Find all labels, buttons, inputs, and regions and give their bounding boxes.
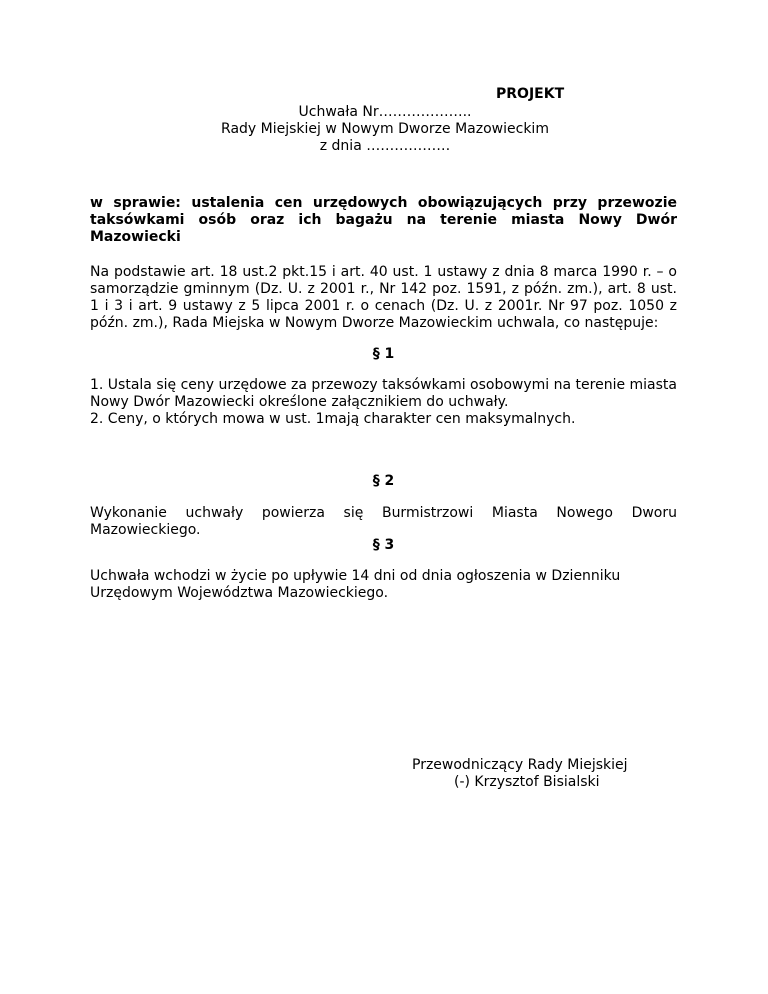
legal-basis-preamble: Na podstawie art. 18 ust.2 pkt.15 i art. 40 ust. 1 ustawy z dnia 8 marca 1990 r. – o samorządzie gminnym (Dz. U. z 2001 r., Nr 142 poz. 1591, z późn. zm.), art. 8 ust. 1 i 3 i art. 9 ustawy z 5 lipca 2001 r. o cenach (Dz. U. z 2001r. Nr 97 poz. 1050 z późn. zm.), Rada Miejska w Nowym Dworze Mazowieckim uchwala, co następuje:	[90, 264, 677, 331]
section-3-paragraph-1: Uchwała wchodzi w życie po upływie 14 dni od dnia ogłoszenia w Dzienniku Urzędowym Województwa Mazowieckiego.	[90, 568, 621, 601]
signature-block	[412, 757, 672, 791]
section-2-mark: § 2	[372, 473, 395, 489]
signature-name: (-) Krzysztof Bisialski	[454, 774, 600, 790]
signature-title: Przewodniczący Rady Miejskiej	[412, 757, 628, 773]
resolution-date: z dnia ………………	[319, 138, 451, 154]
resolution-subject: w sprawie: ustalenia cen urzędowych obowiązujących przy przewozie taksówkami osób oraz ich bagażu na terenie miasta Nowy Dwór Mazowiecki	[90, 195, 677, 245]
section-1-paragraph-1: 1. Ustala się ceny urzędowe za przewozy taksówkami osobowymi na terenie miasta Nowy Dwór Mazowiecki określone załącznikiem do uchwały.	[90, 377, 677, 410]
section-1-mark: § 1	[372, 346, 395, 362]
section-3-mark: § 3	[372, 537, 395, 553]
resolution-number: Uchwała Nr………………..	[298, 104, 472, 120]
status-label: PROJEKT	[496, 86, 565, 102]
resolution-header	[90, 104, 680, 155]
issuer-name: Rady Miejskiej w Nowym Dworze Mazowieckim	[221, 121, 549, 137]
section-1-paragraph-2: 2. Ceny, o których mowa w ust. 1mają charakter cen maksymalnych.	[90, 411, 576, 427]
section-2-paragraph-1: Wykonanie uchwały powierza się Burmistrzowi Miasta Nowego Dworu Mazowieckiego.	[90, 505, 677, 538]
